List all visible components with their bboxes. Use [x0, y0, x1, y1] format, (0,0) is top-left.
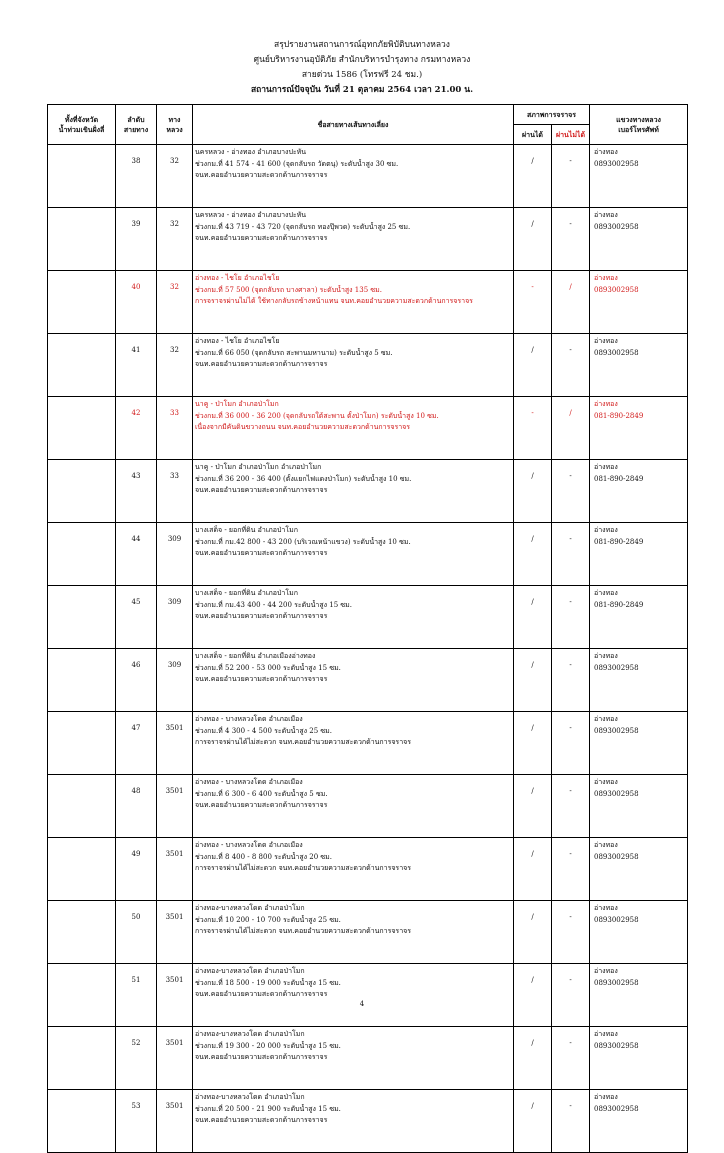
department-name: อ่างทอง [594, 526, 618, 534]
route-cell [193, 397, 514, 460]
table-row [48, 397, 688, 460]
no-pass-cell: - [552, 523, 590, 586]
pass-cell: / [514, 838, 552, 901]
no-pass-cell: - [552, 1090, 590, 1153]
department-name: อ่างทอง [594, 274, 618, 282]
highway-cell: 33 [157, 460, 193, 523]
col-header-no-pass: ผ่านไม่ได้ [552, 125, 590, 145]
report-agency: ศูนย์บริหารงานอุบัติภัย สำนักบริหารบำรุงทาง กรมทางหลวง [253, 55, 471, 65]
table-row [48, 901, 688, 964]
department-name: อ่างทอง [594, 148, 618, 156]
department-phone: 081-890-2849 [594, 537, 644, 546]
seq-cell: 51 [116, 964, 157, 1027]
province-cell [48, 397, 116, 460]
seq-cell: 44 [116, 523, 157, 586]
route-km: ช่วงกม.ที่ 36 200 - 36 400 (ตั้งแยกไฟแดงป่าโมก) ระดับน้ำสูง 10 ซม. [195, 474, 412, 483]
table-row [48, 775, 688, 838]
province-cell [48, 1090, 116, 1153]
route-name: นครหลวง - อ่างทอง อำเภอบางปะหัน [195, 211, 307, 219]
highway-cell: 3501 [157, 712, 193, 775]
seq-cell: 47 [116, 712, 157, 775]
department-name: อ่างทอง [594, 337, 618, 345]
route-note: จนท.คอยอำนวยความสะดวกด้านการจราจร [195, 1053, 328, 1061]
department-phone: 081-890-2849 [594, 411, 644, 420]
pass-cell: / [514, 964, 552, 1027]
route-name: นาคู - ป่าโมก อำเภอป่าโมก อำเภอป่าโมก [195, 463, 322, 471]
highway-cell: 309 [157, 586, 193, 649]
col-header-seq: ลำดับ สายทาง [116, 105, 157, 145]
department-cell [590, 460, 688, 523]
department-name: อ่างทอง [594, 589, 618, 597]
no-pass-cell: - [552, 964, 590, 1027]
department-phone: 0893002958 [594, 285, 639, 294]
department-cell [590, 964, 688, 1027]
route-km: ช่วงกม.ที่ 36 000 - 36 200 (จุดกลับรถใต้สะพาน ตั้งป่าโมก) ระดับน้ำสูง 10 ซม. [195, 411, 439, 420]
col-header-highway: ทาง หลวง [157, 105, 193, 145]
table-row [48, 1090, 688, 1153]
route-km: ช่วงกม.ที่ 10 200 - 10 700 ระดับน้ำสูง 25 ซม. [195, 915, 341, 924]
route-note: จนท.คอยอำนวยความสะดวกด้านการจราจร [195, 675, 328, 683]
seq-cell: 52 [116, 1027, 157, 1090]
highway-cell: 32 [157, 334, 193, 397]
route-km: ช่วงกม.ที่ กม.42 800 - 43 200 (บริเวณหน้าแขวง) ระดับน้ำสูง 10 ซม. [195, 537, 411, 546]
route-note: จนท.คอยอำนวยความสะดวกด้านการจราจร [195, 360, 328, 368]
department-name: อ่างทอง [594, 778, 618, 786]
route-name: อ่างทอง - บางหลวงโดด อำเภอเมือง [195, 778, 303, 786]
route-note: จนท.คอยอำนวยความสะดวกด้านการจราจร [195, 486, 328, 494]
highway-cell: 3501 [157, 901, 193, 964]
department-phone: 0893002958 [594, 222, 639, 231]
no-pass-cell: - [552, 334, 590, 397]
department-phone: 0893002958 [594, 1104, 639, 1113]
department-name: อ่างทอง [594, 1093, 618, 1101]
report-timestamp: สถานการณ์ปัจจุบัน วันที่ 21 ตุลาคม 2564 เวลา 21.00 น. [250, 85, 474, 95]
route-note: จนท.คอยอำนวยความสะดวกด้านการจราจร [195, 612, 328, 620]
province-cell [48, 838, 116, 901]
col-header-route: ชื่อสายทางเส้นทางเลี่ยง [193, 105, 514, 145]
department-cell [590, 145, 688, 208]
no-pass-cell: - [552, 586, 590, 649]
no-pass-cell: - [552, 1027, 590, 1090]
route-note: จนท.คอยอำนวยความสะดวกด้านการจราจร [195, 801, 328, 809]
seq-cell: 53 [116, 1090, 157, 1153]
province-cell [48, 649, 116, 712]
department-phone: 0893002958 [594, 663, 639, 672]
route-note: จนท.คอยอำนวยความสะดวกด้านการจราจร [195, 1116, 328, 1124]
pass-cell: - [514, 397, 552, 460]
pass-cell: / [514, 586, 552, 649]
department-phone: 0893002958 [594, 915, 639, 924]
report-title: สรุปรายงานสถานการณ์อุทกภัยพิบัติบนทางหลวง [274, 40, 450, 50]
route-name: อ่างทอง-บางหลวงโดด อำเภอป่าโมก [195, 904, 305, 912]
table-row [48, 145, 688, 208]
no-pass-cell: - [552, 712, 590, 775]
route-name: บางเสด็จ - ยอกที่ดิน อำเภอป่าโมก [195, 589, 298, 597]
route-note: การจราจรผ่านได้ไม่สะดวก จนท.คอยอำนวยความสะดวกด้านการจราจร [195, 864, 411, 872]
highway-cell: 309 [157, 649, 193, 712]
route-name: อ่างทอง - ไชโย อำเภอไชโย [195, 337, 280, 345]
route-name: อ่างทอง-บางหลวงโดด อำเภอป่าโมก [195, 967, 305, 975]
route-name: บางเสด็จ - ยอกที่ดิน อำเภอป่าโมก [195, 526, 298, 534]
department-phone: 081-890-2849 [594, 600, 644, 609]
route-name: อ่างทอง - บางหลวงโดด อำเภอเมือง [195, 841, 303, 849]
col-header-pass: ผ่านได้ [514, 125, 552, 145]
route-km: ช่วงกม.ที่ 8 400 - 8 800 ระดับน้ำสูง 20 ซม. [195, 852, 332, 861]
department-cell [590, 712, 688, 775]
route-note: จนท.คอยอำนวยความสะดวกด้านการจราจร [195, 234, 328, 242]
route-note: การจราจรผ่านไม่ได้ ใช้ทางกลับรถข้างหน้าแทน จนท.คอยอำนวยความสะดวกด้านการจราจร [195, 297, 473, 305]
department-cell [590, 334, 688, 397]
seq-cell: 39 [116, 208, 157, 271]
route-cell [193, 523, 514, 586]
route-cell [193, 145, 514, 208]
route-km: ช่วงกม.ที่ 52 200 - 53 000 ระดับน้ำสูง 15 ซม. [195, 663, 341, 672]
province-cell [48, 586, 116, 649]
province-cell [48, 712, 116, 775]
department-phone: 081-890-2849 [594, 474, 644, 483]
route-km: ช่วงกม.ที่ 66 050 (จุดกลับรถ สะพานมหานาม) ระดับน้ำสูง 5 ซม. [195, 348, 393, 357]
route-km: ช่วงกม.ที่ 20 500 - 21 900 ระดับน้ำสูง 15 ซม. [195, 1104, 341, 1113]
page-number: 4 [359, 1000, 365, 1008]
no-pass-cell: / [552, 397, 590, 460]
department-phone: 0893002958 [594, 726, 639, 735]
no-pass-cell: - [552, 775, 590, 838]
route-km: ช่วงกม.ที่ 19 300 - 20 000 ระดับน้ำสูง 15 ซม. [195, 1041, 341, 1050]
department-name: อ่างทอง [594, 652, 618, 660]
route-note: จนท.คอยอำนวยความสะดวกด้านการจราจร [195, 171, 328, 179]
department-cell [590, 208, 688, 271]
table-row [48, 1027, 688, 1090]
province-cell [48, 775, 116, 838]
department-phone: 0893002958 [594, 789, 639, 798]
department-phone: 0893002958 [594, 159, 639, 168]
province-cell [48, 334, 116, 397]
pass-cell: / [514, 334, 552, 397]
seq-cell: 49 [116, 838, 157, 901]
no-pass-cell: - [552, 145, 590, 208]
seq-cell: 40 [116, 271, 157, 334]
pass-cell: - [514, 271, 552, 334]
no-pass-cell: - [552, 838, 590, 901]
pass-cell: / [514, 649, 552, 712]
route-km: ช่วงกม.ที่ 57 500 (จุดกลับรถ บางศาลา) ระดับน้ำสูง 135 ซม. [195, 285, 382, 294]
route-km: ช่วงกม.ที่ 4 300 - 4 500 ระดับน้ำสูง 25 ซม. [195, 726, 332, 735]
route-name: อ่างทอง-บางหลวงโดด อำเภอป่าโมก [195, 1093, 305, 1101]
department-phone: 0893002958 [594, 348, 639, 357]
pass-cell: / [514, 523, 552, 586]
province-cell [48, 208, 116, 271]
department-cell [590, 775, 688, 838]
route-name: นครหลวง - อ่างทอง อำเภอบางปะหัน [195, 148, 307, 156]
seq-cell: 50 [116, 901, 157, 964]
route-name: นาคู - ป่าโมก อำเภอป่าโมก [195, 400, 279, 408]
highway-cell: 3501 [157, 1090, 193, 1153]
report-hotline: สายด่วน 1586 (โทรฟรี 24 ชม.) [301, 70, 423, 80]
pass-cell: / [514, 1027, 552, 1090]
route-note: จนท.คอยอำนวยความสะดวกด้านการจราจร [195, 549, 328, 557]
no-pass-cell: - [552, 649, 590, 712]
department-name: อ่างทอง [594, 904, 618, 912]
province-cell [48, 145, 116, 208]
seq-cell: 46 [116, 649, 157, 712]
highway-cell: 3501 [157, 775, 193, 838]
table-row [48, 523, 688, 586]
seq-cell: 38 [116, 145, 157, 208]
route-cell [193, 649, 514, 712]
route-note: เนื่องจากมีคันดินขวางถนน จนท.คอยอำนวยความสะดวกด้านการจราจร [195, 423, 410, 431]
route-name: บางเสด็จ - ยอกที่ดิน อำเภอเมืองอ่างทอง [195, 652, 316, 660]
route-cell [193, 1027, 514, 1090]
seq-cell: 45 [116, 586, 157, 649]
highway-cell: 32 [157, 208, 193, 271]
department-cell [590, 1027, 688, 1090]
department-phone: 0893002958 [594, 852, 639, 861]
table-row [48, 838, 688, 901]
department-name: อ่างทอง [594, 400, 618, 408]
route-name: อ่างทอง - บางหลวงโดด อำเภอเมือง [195, 715, 303, 723]
highway-cell: 3501 [157, 964, 193, 1027]
route-cell [193, 586, 514, 649]
col-header-province: ทั้งที่จังหวัด น้ำท่วมเขินฝั่งลี่ [48, 105, 116, 145]
route-cell [193, 460, 514, 523]
route-km: ช่วงกม.ที่ 6 300 - 6 400 ระดับน้ำสูง 5 ซม. [195, 789, 328, 798]
highway-cell: 33 [157, 397, 193, 460]
highway-cell: 32 [157, 271, 193, 334]
province-cell [48, 460, 116, 523]
department-cell [590, 271, 688, 334]
route-name: อ่างทอง-บางหลวงโดด อำเภอป่าโมก [195, 1030, 305, 1038]
table-row [48, 208, 688, 271]
seq-cell: 43 [116, 460, 157, 523]
highway-cell: 3501 [157, 1027, 193, 1090]
province-cell [48, 964, 116, 1027]
province-cell [48, 901, 116, 964]
pass-cell: / [514, 775, 552, 838]
route-cell [193, 271, 514, 334]
table-row [48, 334, 688, 397]
seq-cell: 42 [116, 397, 157, 460]
no-pass-cell: - [552, 208, 590, 271]
route-cell [193, 838, 514, 901]
department-cell [590, 1090, 688, 1153]
no-pass-cell: / [552, 271, 590, 334]
highway-cell: 309 [157, 523, 193, 586]
route-km: ช่วงกม.ที่ 43 719 - 43 720 (จุดกลับรถ ทองปุ๊พวด) ระดับน้ำสูง 25 ซม. [195, 222, 411, 231]
table-row [48, 460, 688, 523]
no-pass-cell: - [552, 460, 590, 523]
highway-cell: 32 [157, 145, 193, 208]
table-row [48, 649, 688, 712]
table-row [48, 964, 688, 1027]
route-cell [193, 964, 514, 1027]
department-name: อ่างทอง [594, 715, 618, 723]
province-cell [48, 271, 116, 334]
department-cell [590, 838, 688, 901]
route-cell [193, 208, 514, 271]
route-cell [193, 1090, 514, 1153]
pass-cell: / [514, 460, 552, 523]
pass-cell: / [514, 712, 552, 775]
department-cell [590, 397, 688, 460]
route-name: อ่างทอง - ไชโย อำเภอไชโย [195, 274, 280, 282]
no-pass-cell: - [552, 901, 590, 964]
department-name: อ่างทอง [594, 967, 618, 975]
route-cell [193, 712, 514, 775]
route-km: ช่วงกม.ที่ กม.43 400 - 44 200 ระดับน้ำสูง 15 ซม. [195, 600, 352, 609]
department-phone: 0893002958 [594, 1041, 639, 1050]
flood-report-table [47, 104, 688, 1153]
highway-cell: 3501 [157, 838, 193, 901]
province-cell [48, 1027, 116, 1090]
department-name: อ่างทอง [594, 463, 618, 471]
table-row [48, 712, 688, 775]
pass-cell: / [514, 1090, 552, 1153]
route-km: ช่วงกม.ที่ 18 500 - 19 000 ระดับน้ำสูง 15 ซม. [195, 978, 341, 987]
province-cell [48, 523, 116, 586]
pass-cell: / [514, 901, 552, 964]
route-km: ช่วงกม.ที่ 41 574 - 41 600 (จุดกลับรถ วัดตนุ) ระดับน้ำสูง 30 ซม. [195, 159, 399, 168]
table-row [48, 586, 688, 649]
department-cell [590, 586, 688, 649]
pass-cell: / [514, 145, 552, 208]
col-header-department: แขวงทางหลวง เบอร์โทรศัพท์ [590, 105, 688, 145]
table-row [48, 271, 688, 334]
route-cell [193, 334, 514, 397]
department-name: อ่างทอง [594, 211, 618, 219]
route-note: การจราจรผ่านได้ไม่สะดวก จนท.คอยอำนวยความสะดวกด้านการจราจร [195, 927, 411, 935]
seq-cell: 41 [116, 334, 157, 397]
department-cell [590, 523, 688, 586]
department-name: อ่างทอง [594, 841, 618, 849]
department-cell [590, 901, 688, 964]
department-phone: 0893002958 [594, 978, 639, 987]
col-header-traffic-status: สภาพการจราจร [514, 105, 590, 125]
route-note: จนท.คอยอำนวยความสะดวกด้านการจราจร [195, 990, 328, 998]
route-note: การจราจรผ่านได้ไม่สะดวก จนท.คอยอำนวยความสะดวกด้านการจราจร [195, 738, 411, 746]
route-cell [193, 901, 514, 964]
seq-cell: 48 [116, 775, 157, 838]
route-cell [193, 775, 514, 838]
pass-cell: / [514, 208, 552, 271]
department-cell [590, 649, 688, 712]
department-name: อ่างทอง [594, 1030, 618, 1038]
